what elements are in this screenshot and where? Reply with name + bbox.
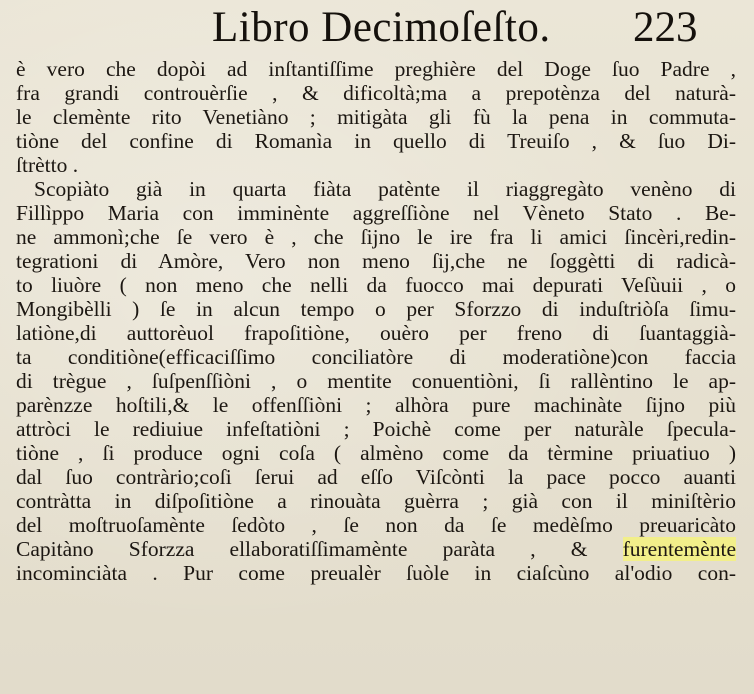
highlighted-word[interactable]: furentemènte	[622, 537, 736, 561]
page-header-title: Libro Decimoſeſto.	[212, 4, 551, 51]
text-line: le clemènte rito Venetiàno ; mitigàta gli fù la pena in commuta-	[16, 105, 736, 129]
text-line: Mongibèlli ) ſe in alcun tempo o per Sforzzo di induſtriòſa ſimu-	[16, 297, 736, 321]
text-line: ta conditiòne(efficaciſſimo conciliatòre di moderatiòne)con faccia	[16, 345, 736, 369]
text-line: ne ammonì;che ſe vero è , che ſijno le ire fra li amici ſincèri,redin-	[16, 225, 736, 249]
text-segment: Capitàno Sforzza ellaboratiſſimamènte paràta , &	[16, 537, 623, 561]
paragraph-first-line: Scopiàto già in quarta fiàta patènte il riaggregàto venèno di	[34, 177, 736, 201]
text-line: ſtrètto .	[16, 153, 79, 177]
text-line: Fillìppo Maria con imminènte aggreſſiòne nel Vèneto Stato . Be-	[16, 201, 736, 225]
text-line: latiòne,di auttorèuol frapoſitiòne, ouèro per freno di ſuantaggià-	[16, 321, 736, 345]
text-line: tiòne del confine di Romanìa in quello di Treuiſo , & ſuo Di-	[16, 129, 736, 153]
text-line-with-highlight	[16, 537, 736, 561]
text-line: parènzze hoſtili,& le offenſſiòni ; alhòra pure machinàte ſijno più	[16, 393, 736, 417]
text-line: dal ſuo contràrio;coſi ſerui ad eſſo Viſcònti la pace poсco auanti	[16, 465, 736, 489]
body-text	[16, 57, 736, 585]
text-line: contràtta in diſpoſitiòne a rinouàta guèrra ; già con il miniſtèrio	[16, 489, 736, 513]
text-line: tegrationi di Amòre, Vero non meno ſij,che ne ſoggètti di radicà-	[16, 249, 736, 273]
text-line: tiòne , ſi produce ogni coſa ( almèno come da tèrmine priuatiuo )	[16, 441, 736, 465]
text-line: to liuòre ( non meno che nelli da fuocco mai depurati Veſùuii , o	[16, 273, 736, 297]
text-line: di trègue , ſuſpenſſiòni , o mentite conuentiòni, ſi rallèntino le ap-	[16, 369, 736, 393]
page-number: 223	[633, 4, 698, 51]
text-line: del moſtruoſamènte ſedòto , ſe non da ſe medèſmo preuaricàto	[16, 513, 736, 537]
text-line: è vero che dopòi ad inſtantiſſime preghière del Doge ſuo Padre ,	[16, 57, 736, 81]
running-head	[0, 2, 754, 54]
text-line: fra grandi controuèrſie , & dificoltà;ma a prepotènza del naturà-	[16, 81, 736, 105]
text-line: attròci le rediuiue infeſtatiòni ; Poichè come per naturàle ſpecula-	[16, 417, 736, 441]
text-line: incominciàta . Pur come preualèr ſuòle in ciaſcùno al'odio con-	[16, 561, 736, 585]
